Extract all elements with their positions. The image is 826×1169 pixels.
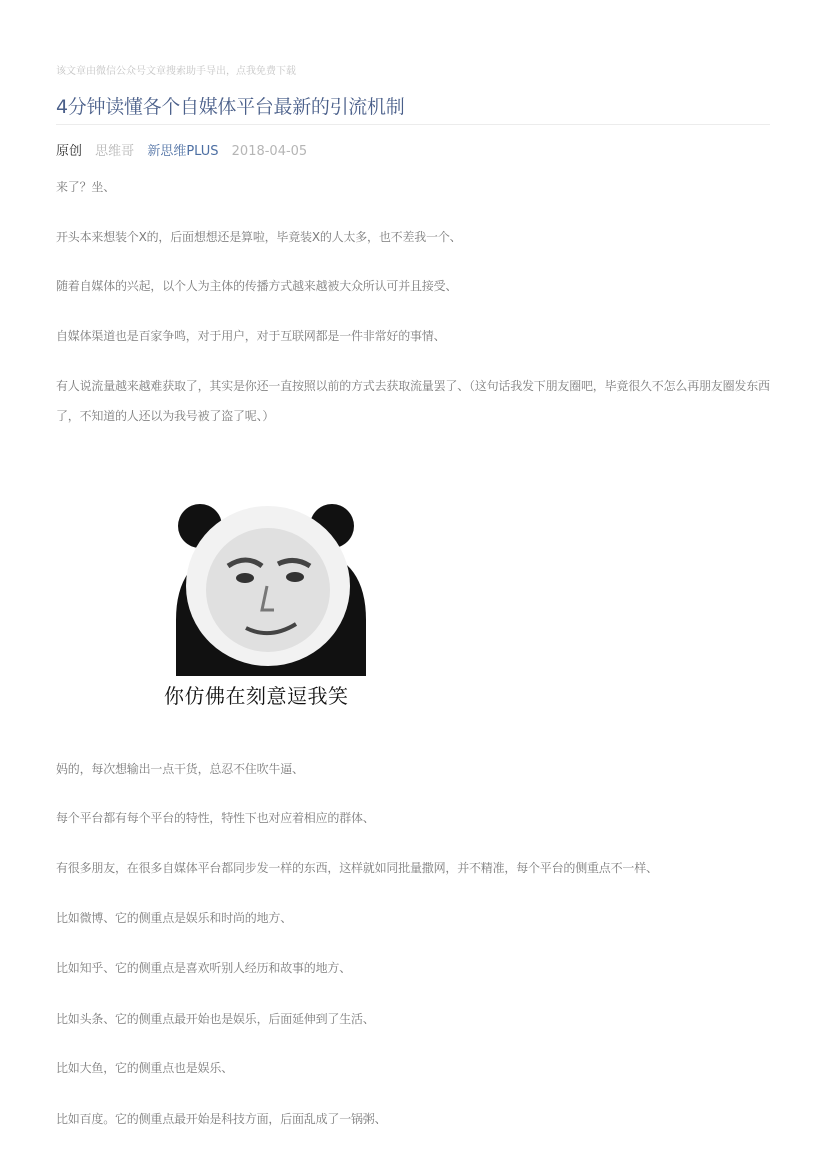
paragraph: 有人说流量越来越难获取了，其实是你还一直按照以前的方式去获取流量罢了、（这句话我发下朋友圈吧，毕竟很久不怎么再朋友圈发东西了，不知道的人还以为我号被了盗了呢、） [56,379,770,423]
paragraph: 有很多朋友，在很多自媒体平台都同步发一样的东西，这样就如同批量撒网，并不精准，每个平台的侧重点不一样、 [56,861,658,875]
paragraph: 比如大鱼，它的侧重点也是娱乐、 [56,1061,234,1075]
paragraph: 比如百度。它的侧重点最开始是科技方面，后面乱成了一锅粥、 [56,1112,387,1126]
paragraph: 妈的，每次想输出一点干货，总忍不住吹牛逼、 [56,762,304,776]
paragraph: 来了？坐、 [56,180,116,194]
export-notice-link[interactable]: 该文章由微信公众号文章搜索助手导出，点我免费下载 [56,66,296,77]
title-divider [56,124,770,125]
original-tag: 原创 [56,144,83,159]
article-title: 4分钟读懂各个自媒体平台最新的引流机制 [56,96,405,118]
account-link[interactable]: 新思维PLUS [147,144,219,159]
paragraph: 开头本来想装个X的，后面想想还是算啦，毕竟装X的人太多，也不差我一个、 [56,230,462,244]
meme-caption: 你仿佛在刻意逗我笑 [164,684,349,708]
article-meta [56,140,316,159]
paragraph: 每个平台都有每个平台的特性，特性下也对应着相应的群体、 [56,811,375,825]
paragraph: 比如微博、它的侧重点是娱乐和时尚的地方、 [56,911,293,925]
author-name: 思维哥 [95,144,135,159]
paragraph: 比如知乎、它的侧重点是喜欢听别人经历和故事的地方、 [56,961,352,975]
paragraph: 比如头条、它的侧重点最开始也是娱乐，后面延伸到了生活、 [56,1012,375,1026]
paragraph: 自媒体渠道也是百家争鸣，对于用户，对于互联网都是一件非常好的事情、 [56,329,446,343]
panda-meme-image [166,500,376,710]
publish-date: 2018-04-05 [231,144,308,159]
paragraph: 随着自媒体的兴起，以个人为主体的传播方式越来越被大众所认可并且接受、 [56,279,458,293]
